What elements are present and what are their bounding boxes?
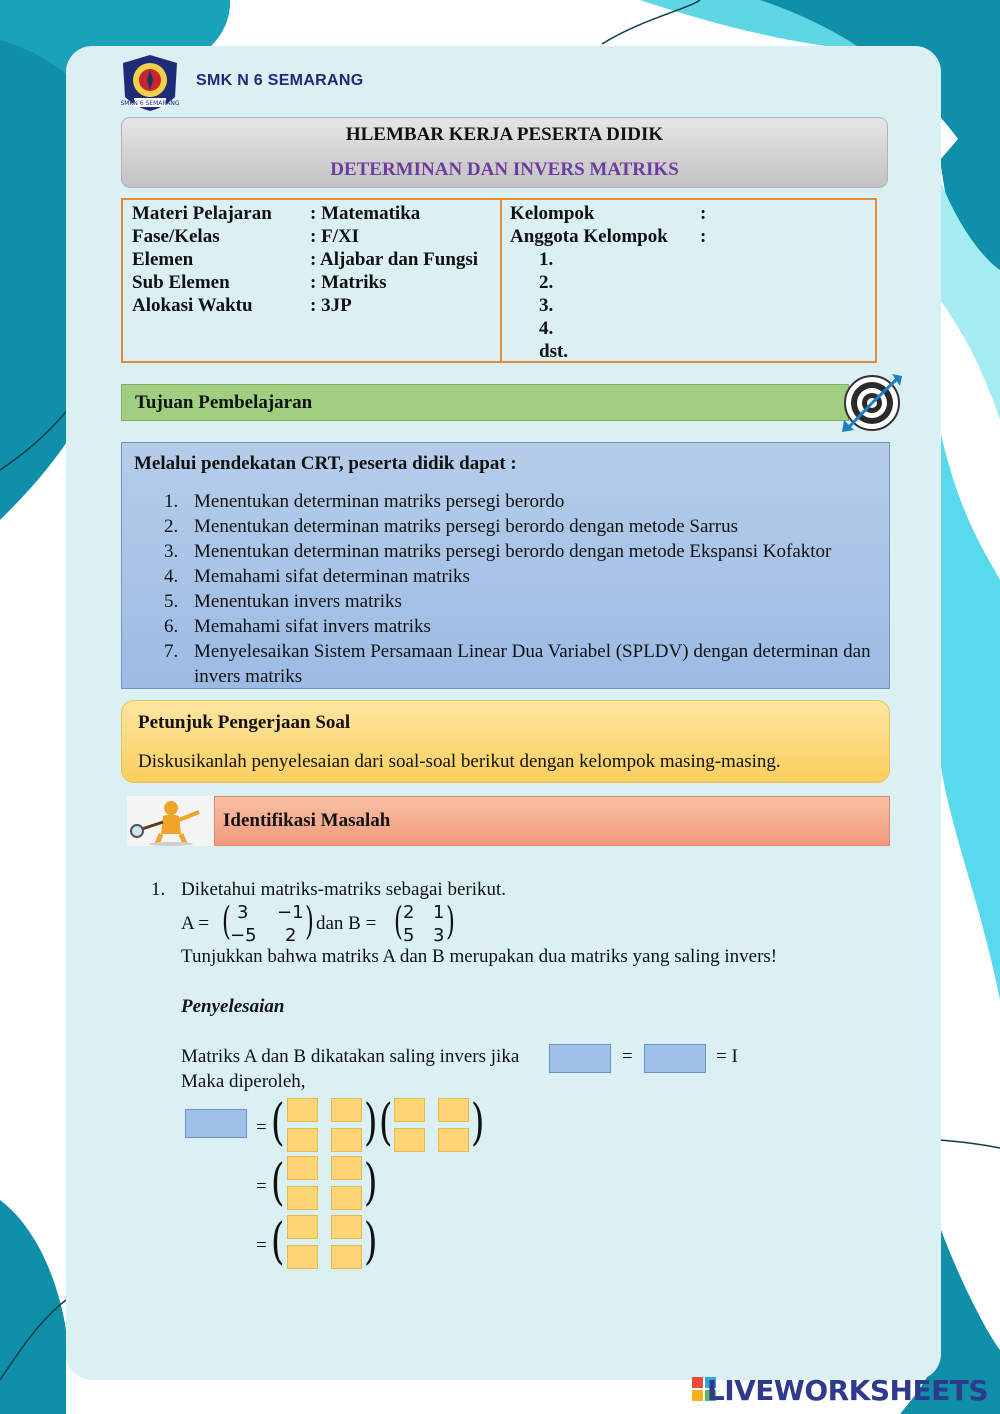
left-paren: ( xyxy=(270,1153,285,1211)
problem-task: Tunjukkan bahwa matriks A dan B merupakan dua matriks yang saling invers! xyxy=(181,946,778,967)
info-label-alokasi: Alokasi Waktu xyxy=(132,295,253,316)
list-item: 4. Memahami sifat determinan matriks xyxy=(164,566,470,587)
list-item: 2. Menentukan determinan matriks persegi berordo dengan metode Sarrus xyxy=(164,516,738,537)
matrix-b-cell: 2 xyxy=(403,902,415,923)
right-paren: ) xyxy=(363,1153,378,1211)
matrix-a-cell: −1 xyxy=(277,902,304,923)
member-line: dst. xyxy=(539,341,569,362)
info-label-anggota: Anggota Kelompok xyxy=(510,226,668,247)
info-value-elemen: : Aljabar dan Fungsi xyxy=(310,249,479,270)
right-paren: ) xyxy=(363,1212,378,1270)
info-value-kelompok: : xyxy=(700,203,707,224)
info-label-sub-elemen: Sub Elemen xyxy=(132,272,230,293)
info-divider xyxy=(500,200,502,361)
right-paren: ) xyxy=(363,1093,378,1151)
list-item: 3. Menentukan determinan matriks persegi berordo dengan metode Ekspansi Kofaktor xyxy=(164,541,832,562)
instructions-box xyxy=(121,700,890,783)
objectives-list xyxy=(122,489,884,689)
matrix-b-cell: 1 xyxy=(433,902,445,923)
member-line: 3. xyxy=(539,295,554,316)
info-value-sub-elemen: : Matriks xyxy=(310,272,387,293)
matrix-a-cell: 3 xyxy=(237,902,249,923)
answer-input[interactable] xyxy=(644,1044,706,1073)
matrix-cell-input[interactable] xyxy=(331,1128,362,1152)
matrix-cell-input[interactable] xyxy=(394,1098,425,1122)
matrix-a-cell: 2 xyxy=(285,925,297,946)
right-paren: ) xyxy=(470,1093,485,1151)
answer-input[interactable] xyxy=(549,1044,611,1073)
objectives-intro: Melalui pendekatan CRT, peserta didik dapat : xyxy=(134,453,517,474)
objectives-box xyxy=(121,442,890,689)
equals-sign: = xyxy=(256,1235,267,1256)
target-icon xyxy=(840,372,904,434)
matrix-cell-input[interactable] xyxy=(438,1098,469,1122)
matrix-b-cell: 5 xyxy=(403,925,415,946)
identify-heading: Identifikasi Masalah xyxy=(223,810,391,831)
matrix-cell-input[interactable] xyxy=(287,1245,318,1269)
matrix-cell-input[interactable] xyxy=(331,1156,362,1180)
list-item: 1. Menentukan determinan matriks persegi berordo xyxy=(164,491,565,512)
matrix-cell-input[interactable] xyxy=(331,1215,362,1239)
info-label-elemen: Elemen xyxy=(132,249,194,270)
equals-sign: = xyxy=(622,1046,633,1067)
school-name: SMK N 6 SEMARANG xyxy=(196,72,364,89)
condition-text: Matriks A dan B dikatakan saling invers jika xyxy=(181,1046,520,1067)
matrix-b-label: dan B = xyxy=(316,913,377,934)
problem-number: 1. xyxy=(151,879,166,900)
matrix-cell-input[interactable] xyxy=(331,1098,362,1122)
matrix-cell-input[interactable] xyxy=(287,1128,318,1152)
problem-intro: Diketahui matriks-matriks sebagai berikut. xyxy=(181,879,507,900)
member-line: 1. xyxy=(539,249,554,270)
matrix-a-cell: −5 xyxy=(230,925,257,946)
equals-identity: = I xyxy=(716,1046,738,1067)
equals-sign: = xyxy=(256,1117,267,1138)
logo-text: SMKN 6 SEMARANG xyxy=(120,100,180,107)
worksheet-title: HLEMBAR KERJA PESERTA DIDIK xyxy=(345,124,664,145)
matrix-a-label: A = xyxy=(181,913,210,934)
equals-sign: = xyxy=(256,1176,267,1197)
matrix-b-cell: 3 xyxy=(433,925,445,946)
school-logo-icon xyxy=(119,53,181,113)
list-item: 6. Memahami sifat invers matriks xyxy=(164,616,431,637)
left-paren: ( xyxy=(270,1093,285,1151)
info-label-fase: Fase/Kelas xyxy=(132,226,220,247)
member-line: 4. xyxy=(539,318,554,339)
info-value-anggota: : xyxy=(700,226,707,247)
answer-input[interactable] xyxy=(185,1109,247,1138)
matrix-cell-input[interactable] xyxy=(287,1156,318,1180)
identify-illustration xyxy=(127,796,214,846)
info-value-materi: : Matematika xyxy=(310,203,421,224)
left-paren: ( xyxy=(378,1093,393,1151)
matrix-cell-input[interactable] xyxy=(287,1186,318,1210)
matrix-a-right-paren: ) xyxy=(304,899,314,943)
derived-text: Maka diperoleh, xyxy=(181,1071,306,1092)
matrix-a-left-paren: ( xyxy=(221,899,231,943)
matrix-cell-input[interactable] xyxy=(394,1128,425,1152)
matrix-cell-input[interactable] xyxy=(331,1245,362,1269)
title-box xyxy=(121,117,888,188)
info-label-materi: Materi Pelajaran xyxy=(132,203,272,224)
tujuan-heading: Tujuan Pembelajaran xyxy=(135,392,313,413)
list-item: 7. Menyelesaikan Sistem Persamaan Linear Dua Variabel (SPLDV) dengan determinan dan invers matriks xyxy=(164,641,871,687)
matrix-b-right-paren: ) xyxy=(445,899,455,943)
member-line: 2. xyxy=(539,272,554,293)
info-table xyxy=(121,198,877,363)
liveworksheets-brand: LIVEWORKSHEETS xyxy=(706,1374,988,1407)
matrix-cell-input[interactable] xyxy=(287,1098,318,1122)
instructions-heading: Petunjuk Pengerjaan Soal xyxy=(138,712,351,733)
list-item: 5. Menentukan invers matriks xyxy=(164,591,402,612)
matrix-cell-input[interactable] xyxy=(331,1186,362,1210)
matrix-cell-input[interactable] xyxy=(438,1128,469,1152)
info-label-kelompok: Kelompok xyxy=(510,203,595,224)
solution-heading: Penyelesaian xyxy=(181,996,285,1017)
info-value-fase: : F/XI xyxy=(310,226,360,247)
left-paren: ( xyxy=(270,1212,285,1270)
instructions-body: Diskusikanlah penyelesaian dari soal-soal berikut dengan kelompok masing-masing. xyxy=(138,751,781,772)
tujuan-header xyxy=(121,384,849,421)
identify-header xyxy=(214,796,890,846)
worksheet-subtitle: DETERMINAN DAN INVERS MATRIKS xyxy=(330,159,679,180)
matrix-cell-input[interactable] xyxy=(287,1215,318,1239)
matrix-b-left-paren: ( xyxy=(393,899,403,943)
magnifier-figure-icon xyxy=(127,796,214,846)
info-value-alokasi: : 3JP xyxy=(310,295,352,316)
